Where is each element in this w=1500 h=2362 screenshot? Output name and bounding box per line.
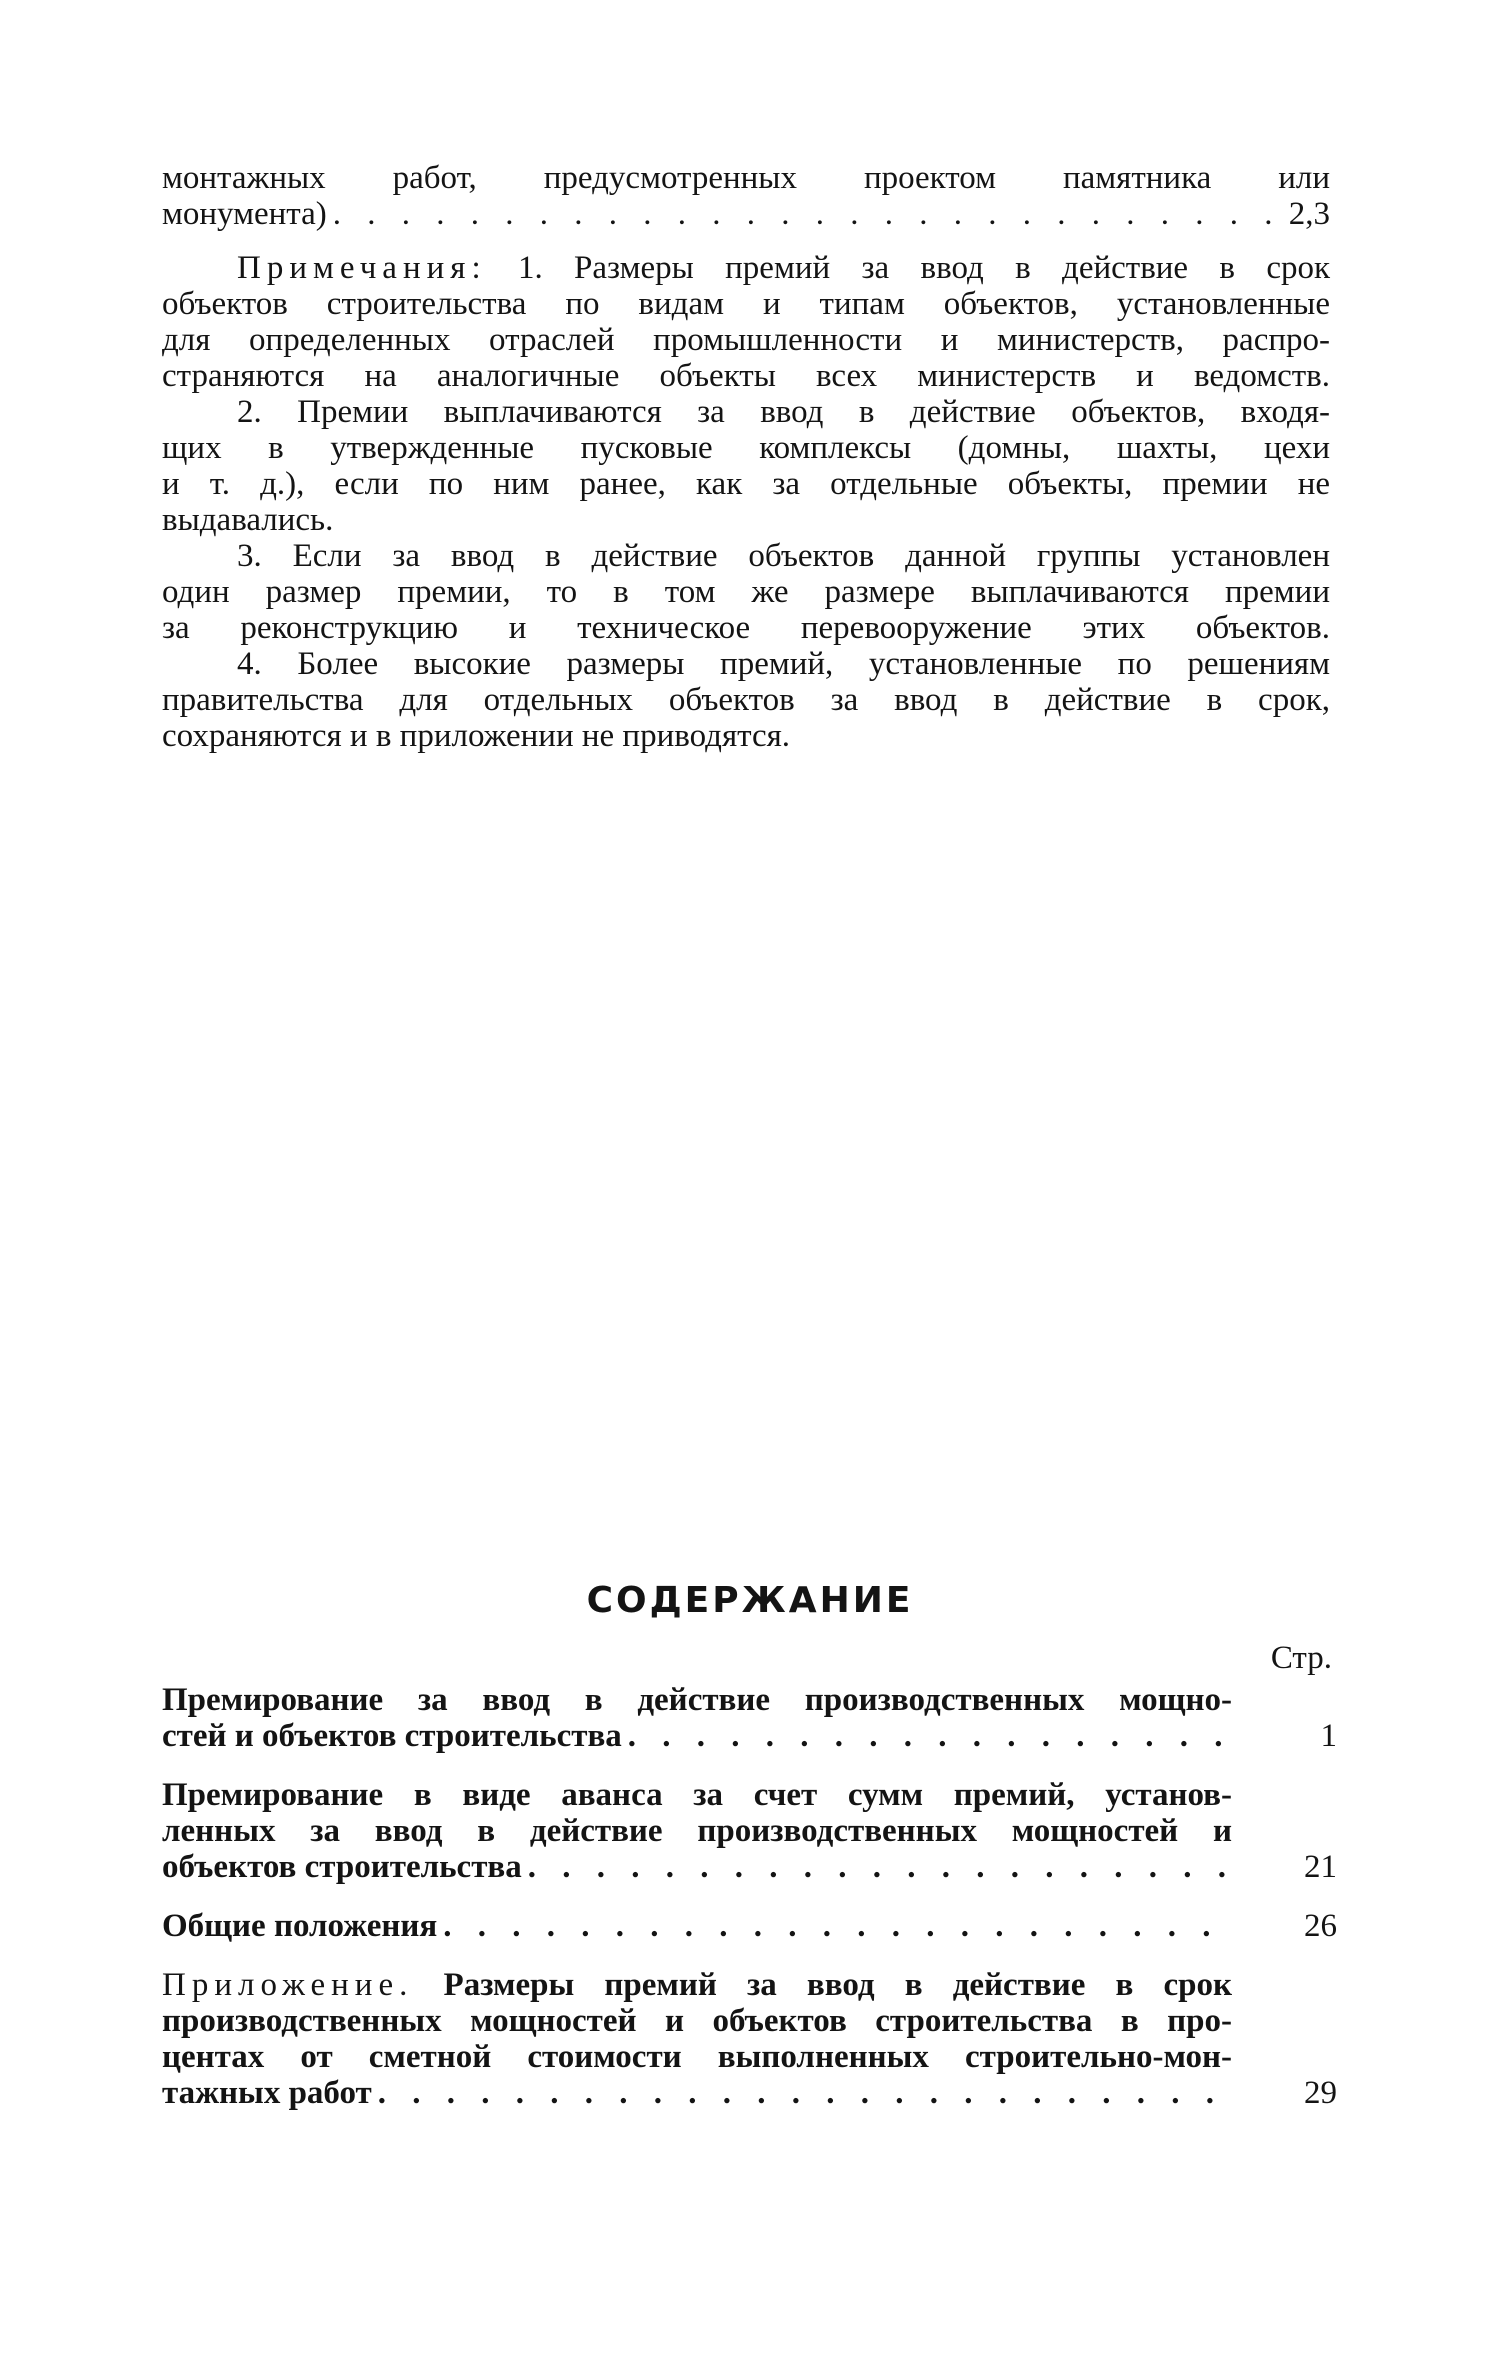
contents-entry-line: ленных за ввод в действие производственных мощностей и [162, 1813, 1232, 1849]
dot-leader [528, 1849, 1226, 1885]
contents-page-label: Стр. [1270, 1640, 1332, 1676]
contents-entry-line-rest: Размеры премий за ввод в действие в срок [443, 1967, 1233, 2003]
notes-heading: Примечания: [237, 250, 487, 286]
contents-entry-text [162, 1777, 1232, 1885]
dot-leader [443, 1908, 1226, 1944]
note-2-line-2: щих в утвержденные пусковые комплексы (домны, шахты, цехи [162, 430, 1330, 466]
note-1-line-1 [162, 250, 1330, 286]
contents-entry-text [162, 1967, 1232, 2111]
note-4-line-3: сохраняются и в приложении не приводятся. [162, 718, 791, 754]
contents-entry-line: тажных работ [162, 2075, 372, 2111]
note-3-line-1: 3. Если за ввод в действие объектов данной группы установлен [237, 538, 1330, 574]
contents-entry [162, 1967, 1337, 2111]
note-4-line-1: 4. Более высокие размеры премий, установленные по решениям [237, 646, 1330, 682]
contents-entry-leader-row [162, 1908, 1232, 1944]
contents-title: СОДЕРЖАНИЕ [586, 1580, 914, 1621]
note-4-line-2: правительства для отдельных объектов за ввод в действие в срок, [162, 682, 1330, 718]
contents-entry-page: 29 [1304, 2075, 1337, 2111]
contents-entry-leader-row [162, 2075, 1232, 2111]
note-1-line-1-text: 1. Размеры премий за ввод в действие в срок [517, 250, 1331, 286]
contents-entry [162, 1908, 1337, 1944]
contents-entry-line: производственных мощностей и объектов строительства в про- [162, 2003, 1232, 2039]
contents-entry-line: Общие положения [162, 1908, 438, 1944]
appendix-label: Приложение. [162, 1967, 414, 2003]
note-3-line-2: один размер премии, то в том же размере выплачиваются премии [162, 574, 1330, 610]
continuation-label: монумента) [162, 196, 327, 232]
contents-entry-page: 21 [1304, 1849, 1337, 1885]
continuation-block [162, 160, 1330, 232]
contents-entry-leader-row [162, 1849, 1232, 1885]
note-3-line-3: за реконструкцию и техническое перевооружение этих объектов. [162, 610, 1330, 646]
note-2-line-4: выдавались. [162, 502, 334, 538]
continuation-leader-row [162, 196, 1330, 232]
contents-entry [162, 1682, 1337, 1754]
contents-entry-text [162, 1682, 1232, 1754]
contents-entry-page: 1 [1320, 1718, 1337, 1754]
contents-entry-line: центах от сметной стоимости выполненных строительно-мон- [162, 2039, 1232, 2075]
note-1-line-4: страняются на аналогичные объекты всех министерств и ведомств. [162, 358, 1330, 394]
contents-entry-line: Премирование в виде аванса за счет сумм премий, установ- [162, 1777, 1232, 1813]
contents-entry-line: стей и объектов строительства [162, 1718, 622, 1754]
contents-list [162, 1682, 1337, 2134]
note-2-line-3: и т. д.), если по ним ранее, как за отдельные объекты, премии не [162, 466, 1330, 502]
contents-entry-line [162, 1967, 1232, 2003]
dot-leader [333, 196, 1283, 232]
dot-leader [628, 1718, 1226, 1754]
dot-leader [378, 2075, 1226, 2111]
note-1-line-3: для определенных отраслей промышленности и министерств, распро- [162, 322, 1330, 358]
contents-entry [162, 1777, 1337, 1885]
note-1-line-2: объектов строительства по видам и типам объектов, установленные [162, 286, 1330, 322]
contents-entry-leader-row [162, 1718, 1232, 1754]
contents-entry-line: Премирование за ввод в действие производственных мощно- [162, 1682, 1232, 1718]
contents-entry-line: объектов строительства [162, 1849, 522, 1885]
notes-block [162, 250, 1330, 754]
continuation-value: 2,3 [1288, 196, 1330, 232]
note-2-line-1: 2. Премии выплачиваются за ввод в действие объектов, входя- [237, 394, 1330, 430]
contents-entry-page: 26 [1304, 1908, 1337, 1944]
contents-entry-text [162, 1908, 1232, 1944]
continuation-line: монтажных работ, предусмотренных проектом памятника или [162, 160, 1330, 196]
